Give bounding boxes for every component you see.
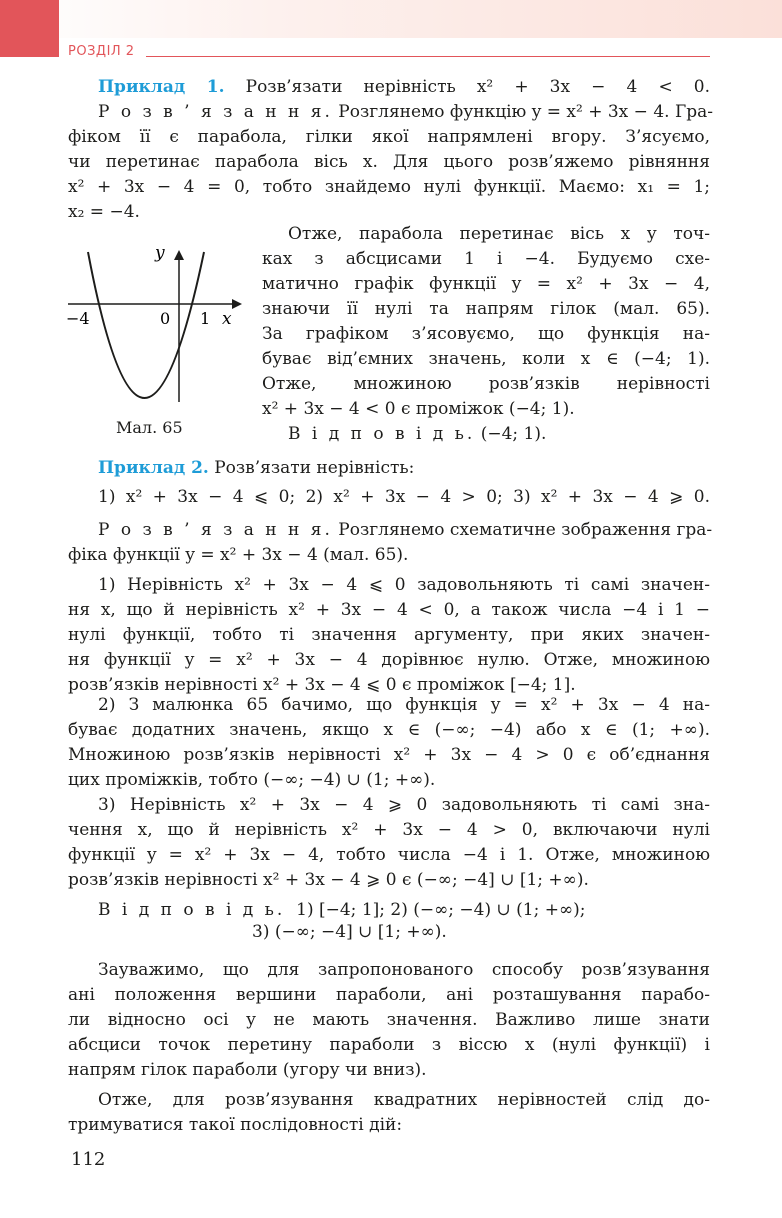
answer-label: В і д п о в і д ь. — [98, 900, 286, 920]
header-rule — [146, 56, 710, 57]
closing-line-1: Отже, для розв’язування квадратних нерівностей слід до- — [98, 1090, 710, 1110]
case2-line-3: Множиною розв’язків нерівності x² + 3x − 4 > 0 є об’єднання — [68, 745, 710, 765]
example1-side-line-1: Отже, парабола перетинає вісь x у точ- — [288, 224, 710, 244]
note-line-4: абсциси точок перетину параболи з віссю x (нулі функції) і — [68, 1035, 710, 1055]
example2-solution-line-2: фіка функції y = x² + 3x − 4 (мал. 65). — [68, 545, 409, 565]
example1-side-line-7: Отже, множиною розв’язків нерівності — [262, 374, 710, 394]
example1-side-line-4: знаючи її нулі та напрям гілок (мал. 65). — [262, 299, 710, 319]
closing-line-2: тримуватися такої послідовності дій: — [68, 1115, 403, 1135]
example1-heading: Приклад 1. — [98, 77, 225, 97]
answer-label: В і д п о в і д ь. — [288, 424, 476, 444]
example1-side-line-2: ках з абсцисами 1 і −4. Будуємо схе- — [262, 249, 710, 269]
tick-label-minus4: −4 — [66, 309, 90, 328]
example1-line-6: x₂ = −4. — [68, 202, 140, 222]
example1-line-1: Приклад 1. Розв’язати нерівність x² + 3x − 4 < 0. — [98, 77, 711, 97]
parabola-curve — [88, 252, 204, 398]
example1-side-line-3: матично графік функції y = x² + 3x − 4, — [262, 274, 710, 294]
example1-line-4: чи перетинає парабола вісь x. Для цього розв’яжемо рівняння — [68, 152, 710, 172]
example1-side-line-8: x² + 3x − 4 < 0 є проміжок (−4; 1). — [262, 399, 575, 419]
tick-label-zero: 0 — [160, 309, 171, 328]
header-band — [0, 0, 782, 38]
case1-line-4: ня функції y = x² + 3x − 4 дорівнює нулю. Отже, множиною — [68, 650, 710, 670]
case2-line-1: 2) З малюнка 65 бачимо, що функція y = x² + 3x − 4 на- — [98, 695, 710, 715]
solution-label: Р о з в ’ я з а н н я. — [98, 102, 333, 122]
example2-heading: Приклад 2. — [98, 458, 209, 478]
example2-title: Приклад 2. Розв’язати нерівність: — [98, 458, 415, 478]
parabola-figure — [62, 232, 252, 422]
note-line-5: напрям гілок параболи (угору чи вниз). — [68, 1060, 427, 1080]
example1-answer: В і д п о в і д ь. (−4; 1). — [288, 424, 547, 444]
x-axis-arrow-icon — [232, 299, 242, 309]
case2-line-4: цих проміжків, тобто (−∞; −4) ∪ (1; +∞). — [68, 770, 436, 790]
example1-line-5: x² + 3x − 4 = 0, тобто знайдемо нулі функції. Маємо: x₁ = 1; — [68, 177, 710, 197]
example2-answer-line-1: В і д п о в і д ь. 1) [−4; 1]; 2) (−∞; −4) ∪ (1; +∞); — [98, 900, 586, 920]
solution-label: Р о з в ’ я з а н н я. — [98, 520, 333, 540]
case3-line-3: функції y = x² + 3x − 4, тобто числа −4 і 1. Отже, множиною — [68, 845, 710, 865]
y-axis-arrow-icon — [174, 250, 184, 260]
chapter-corner-marker — [0, 0, 59, 57]
y-axis-label: y — [155, 243, 165, 263]
example1-side-line-5: За графіком з’ясовуємо, що функція на- — [262, 324, 710, 344]
figure-caption: Мал. 65 — [116, 418, 183, 437]
x-axis-label: x — [222, 309, 232, 329]
case1-line-5: розв’язків нерівності x² + 3x − 4 ⩽ 0 є проміжок [−4; 1]. — [68, 675, 576, 695]
note-line-3: ли відносно осі y не мають значення. Важливо лише знати — [68, 1010, 710, 1030]
case3-line-1: 3) Нерівність x² + 3x − 4 ⩾ 0 задовольняють ті самі зна- — [98, 795, 710, 815]
case1-line-2: ня x, що й нерівність x² + 3x − 4 < 0, а також числа −4 і 1 − — [68, 600, 710, 620]
example1-line-3: фіком її є парабола, гілки якої напрямлені вгору. З’ясуємо, — [68, 127, 710, 147]
note-line-1: Зауважимо, що для запропонованого способу розв’язування — [98, 960, 710, 980]
example2-answer-line-2: 3) (−∞; −4] ∪ [1; +∞). — [252, 922, 447, 942]
case3-line-2: чення x, що й нерівність x² + 3x − 4 > 0, включаючи нулі — [68, 820, 710, 840]
tick-label-one: 1 — [200, 309, 211, 328]
example2-solution-line-1: Р о з в ’ я з а н н я. Розглянемо схематичне зображення гра- — [98, 520, 713, 540]
case2-line-2: буває додатних значень, якщо x ∈ (−∞; −4) або x ∈ (1; +∞). — [68, 720, 710, 740]
case3-line-4: розв’язків нерівності x² + 3x − 4 ⩾ 0 є (−∞; −4] ∪ [1; +∞). — [68, 870, 589, 890]
case1-line-1: 1) Нерівність x² + 3x − 4 ⩽ 0 задовольняють ті самі значен- — [98, 575, 710, 595]
note-line-2: ані положення вершини параболи, ані розташування парабо- — [68, 985, 710, 1005]
example1-side-line-6: буває від’ємних значень, коли x ∈ (−4; 1). — [262, 349, 710, 369]
case1-line-3: нулі функції, тобто ті значення аргументу, при яких значен- — [68, 625, 710, 645]
example2-cases: 1) x² + 3x − 4 ⩽ 0; 2) x² + 3x − 4 > 0; 3) x² + 3x − 4 ⩾ 0. — [98, 487, 710, 507]
page-number: 112 — [71, 1149, 106, 1170]
example1-line-2: Р о з в ’ я з а н н я. Розглянемо функцію y = x² + 3x − 4. Гра- — [98, 102, 713, 122]
chapter-label: РОЗДІЛ 2 — [68, 44, 135, 59]
